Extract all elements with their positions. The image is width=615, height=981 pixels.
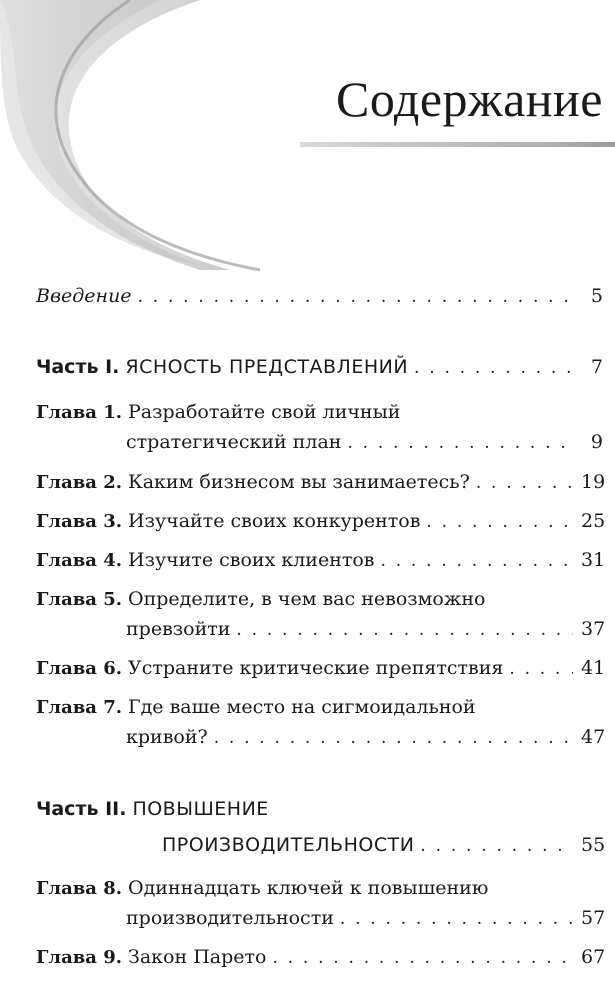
chapter-label: Глава 4. (36, 550, 123, 571)
chapter-label: Глава 6. (36, 658, 123, 679)
chapter-title-line1: Где ваше место на сигмоидальной (128, 696, 476, 718)
toc-entry-intro[interactable] (36, 284, 603, 309)
toc-part-2[interactable] (36, 797, 603, 821)
toc-chapter-9[interactable] (36, 945, 606, 970)
dot-leader (272, 946, 573, 970)
dot-leader (509, 657, 573, 681)
chapter-label: Глава 8. (36, 878, 123, 899)
toc-chapter-1[interactable] (36, 400, 603, 425)
toc-part-2-cont[interactable] (162, 833, 606, 858)
toc-entry-page: 7 (590, 356, 603, 378)
toc-chapter-3[interactable] (36, 509, 606, 534)
chapter-title-line1: Определите, в чем вас невозможно (128, 588, 486, 610)
toc-part-1[interactable] (36, 355, 603, 380)
dot-leader (426, 510, 573, 534)
part-title-line2: ПРОИЗВОДИТЕЛЬНОСТИ (162, 834, 415, 856)
toc-chapter-7-cont[interactable] (126, 725, 606, 750)
chapter-title: Устраните критические препятствия (128, 657, 504, 679)
part-label: Часть I. (36, 356, 120, 378)
dot-leader (214, 726, 573, 750)
toc-entry-page: 47 (581, 726, 606, 748)
toc-chapter-5[interactable] (36, 587, 603, 612)
chapter-title-line1: Разработайте свой личный (128, 401, 401, 423)
chapter-title-line2: производительности (126, 907, 334, 929)
chapter-label: Глава 5. (36, 589, 123, 610)
toc-chapter-4[interactable] (36, 548, 606, 573)
dot-leader (236, 618, 573, 642)
toc-chapter-1-cont[interactable] (126, 430, 603, 455)
chapter-title: Каким бизнесом вы занимаетесь? (128, 471, 470, 493)
dot-leader (414, 356, 573, 380)
chapter-label: Глава 1. (36, 402, 123, 423)
toc-entry-page: 25 (581, 510, 606, 532)
chapter-label: Глава 2. (36, 472, 123, 493)
toc-entry-page: 5 (590, 285, 603, 307)
toc-chapter-8-cont[interactable] (126, 906, 606, 931)
toc-entry-page: 67 (581, 946, 606, 968)
toc-chapter-6[interactable] (36, 656, 606, 681)
toc-chapter-2[interactable] (36, 470, 606, 495)
chapter-label: Глава 7. (36, 697, 123, 718)
chapter-title-line1: Одиннадцать ключей к повышению (128, 877, 489, 899)
toc-chapter-7[interactable] (36, 695, 603, 720)
toc-entry-page: 9 (590, 431, 603, 453)
dot-leader (340, 907, 573, 931)
toc-entry-page: 19 (581, 471, 606, 493)
part-label: Часть II. (36, 798, 127, 820)
dot-leader (420, 834, 573, 858)
part-title-line1: ПОВЫШЕНИЕ (132, 798, 269, 820)
dot-leader (476, 471, 573, 495)
chapter-label: Глава 3. (36, 511, 123, 532)
toc-entry-page: 31 (581, 549, 606, 571)
chapter-title: Изучите своих клиентов (128, 549, 375, 571)
toc-chapter-8[interactable] (36, 876, 603, 901)
chapter-title-line2: кривой? (126, 726, 208, 748)
toc-chapter-5-cont[interactable] (126, 617, 606, 642)
chapter-label: Глава 9. (36, 947, 123, 968)
dot-leader (347, 431, 573, 455)
chapter-title-line2: стратегический план (126, 431, 342, 453)
dot-leader (138, 285, 573, 309)
chapter-title: Изучайте своих конкурентов (128, 510, 421, 532)
toc-entry-page: 37 (581, 618, 606, 640)
chapter-title: Закон Парето (128, 946, 267, 968)
toc-entry-page: 41 (581, 657, 606, 679)
dot-leader (381, 549, 573, 573)
toc-entry-page: 57 (581, 907, 606, 929)
toc-entry-page: 55 (581, 834, 606, 856)
chapter-title-line2: превзойти (126, 618, 231, 640)
part-title: ЯСНОСТЬ ПРЕДСТАВЛЕНИЙ (125, 356, 409, 378)
page-title: Содержание (336, 71, 603, 127)
toc-entry-title: Введение (36, 285, 132, 307)
